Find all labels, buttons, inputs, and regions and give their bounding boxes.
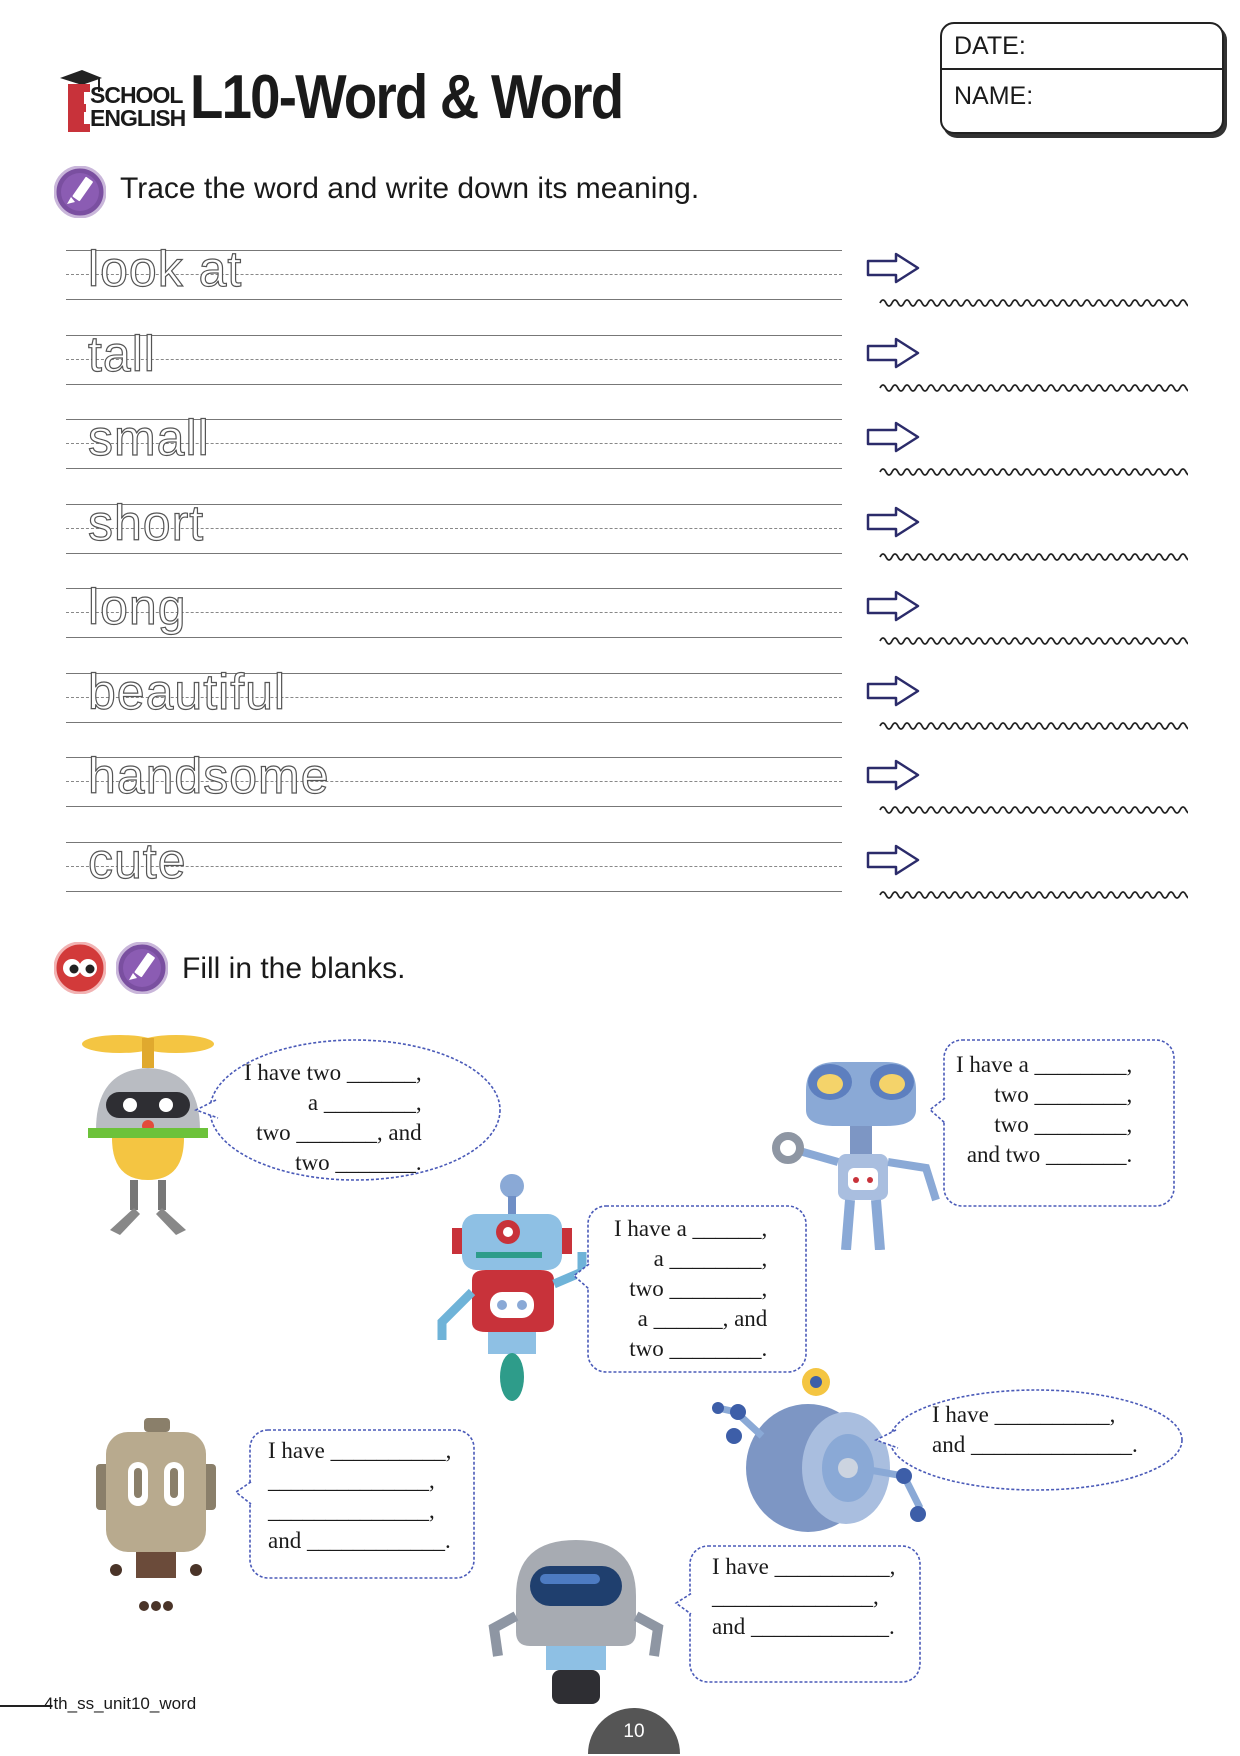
bubble-line[interactable]: I have __________,: [932, 1402, 1116, 1427]
section2-instruction: Fill in the blanks.: [182, 952, 406, 985]
bubble-line[interactable]: ______________,: [268, 1468, 435, 1493]
speech-bubble: [944, 1040, 1174, 1206]
arrow-right-icon: [866, 252, 920, 284]
bubble-line[interactable]: ______________,: [712, 1584, 879, 1609]
arrow-right-icon: [866, 590, 920, 622]
name-label: NAME:: [954, 82, 1034, 110]
trace-word: look at: [88, 241, 243, 297]
trace-row[interactable]: [66, 832, 842, 894]
bubble-line[interactable]: two _______.: [295, 1150, 422, 1175]
trace-row[interactable]: [66, 494, 842, 556]
robot-propeller-illustration: [78, 1030, 218, 1235]
arrow-right-icon: [866, 337, 920, 369]
trace-row[interactable]: [66, 579, 842, 640]
pencil-icon: [54, 166, 106, 218]
trace-row[interactable]: [66, 241, 842, 302]
arrow-right-icon: [866, 506, 920, 538]
trace-row[interactable]: [66, 663, 842, 725]
bubble-line[interactable]: and ______________.: [932, 1432, 1138, 1457]
arrow-right-icon: [866, 675, 920, 707]
guide-line-bottom: [66, 891, 842, 892]
bubble-line[interactable]: ______________,: [268, 1498, 435, 1523]
bubble-line[interactable]: I have two ______,: [244, 1060, 422, 1085]
page-title: L10-Word & Word: [190, 63, 623, 132]
speech-bubble: [210, 1040, 500, 1180]
answer-line[interactable]: [878, 296, 1188, 310]
trace-word: cute: [88, 832, 187, 889]
bubble-line[interactable]: and ____________.: [712, 1614, 895, 1639]
trace-row[interactable]: [66, 325, 842, 387]
info-divider: [942, 68, 1222, 70]
date-name-box: [940, 22, 1224, 134]
trace-row[interactable]: [66, 410, 842, 471]
trace-word: small: [88, 410, 210, 466]
speech-bubble: [690, 1546, 920, 1682]
eyes-icon: [54, 942, 106, 994]
bubble-line[interactable]: two _______, and: [256, 1120, 422, 1145]
bubble-line[interactable]: and ____________.: [268, 1528, 451, 1553]
bubble-line[interactable]: I have __________,: [268, 1438, 452, 1463]
guide-line-bottom: [66, 806, 842, 807]
bubble-line[interactable]: a ________,: [307, 1090, 422, 1115]
footer-code: 4th_ss_unit10_word: [44, 1694, 197, 1713]
bubble-line[interactable]: a ________,: [653, 1246, 768, 1271]
answer-line[interactable]: [878, 465, 1188, 479]
school-english-logo: [58, 70, 186, 132]
bubble-line[interactable]: a ______, and: [637, 1306, 768, 1331]
answer-line[interactable]: [878, 381, 1188, 395]
arrow-right-icon: [866, 759, 920, 791]
speech-bubble: [890, 1390, 1182, 1490]
guide-line-top: [66, 335, 842, 336]
trace-word: long: [88, 579, 187, 635]
trace-word: tall: [88, 325, 156, 382]
answer-line[interactable]: [878, 634, 1188, 648]
logo-text-top: SCHOOL: [90, 82, 183, 108]
trace-row[interactable]: [66, 748, 842, 809]
bubble-line[interactable]: two ________,: [994, 1112, 1133, 1137]
guide-line-mid: [66, 359, 842, 360]
bubble-line[interactable]: two ________.: [629, 1336, 768, 1361]
date-label: DATE:: [954, 32, 1026, 60]
bubble-line[interactable]: two ________,: [994, 1082, 1133, 1107]
page-number: 10: [588, 1708, 680, 1754]
speech-bubble: [250, 1430, 474, 1578]
robot-visor-illustration: [486, 1536, 666, 1706]
robot-boxy-illustration: [96, 1418, 216, 1614]
trace-word: handsome: [88, 748, 330, 804]
trace-word: short: [88, 494, 205, 551]
bubble-line[interactable]: two ________,: [629, 1276, 768, 1301]
trace-word: beautiful: [88, 663, 287, 720]
bubble-line[interactable]: I have __________,: [712, 1554, 896, 1579]
guide-line-bottom: [66, 299, 842, 300]
arrow-right-icon: [866, 844, 920, 876]
bubble-line[interactable]: I have a ______,: [614, 1216, 768, 1241]
guide-line-bottom: [66, 468, 842, 469]
robot-unicycle-illustration: [432, 1172, 592, 1402]
pencil-icon: [116, 942, 168, 994]
section1-instruction: Trace the word and write down its meaning.: [120, 172, 700, 205]
bubble-line[interactable]: and two _______.: [966, 1142, 1133, 1167]
guide-line-bottom: [66, 637, 842, 638]
guide-line-bottom: [66, 722, 842, 723]
speech-bubble: [588, 1206, 806, 1372]
guide-line-bottom: [66, 384, 842, 385]
bubble-line[interactable]: I have a ________,: [956, 1052, 1133, 1077]
answer-line[interactable]: [878, 719, 1188, 733]
logo-text-bottom: ENGLISH: [90, 105, 186, 131]
guide-line-bottom: [66, 553, 842, 554]
answer-line[interactable]: [878, 803, 1188, 817]
answer-line[interactable]: [878, 888, 1188, 902]
answer-line[interactable]: [878, 550, 1188, 564]
arrow-right-icon: [866, 421, 920, 453]
